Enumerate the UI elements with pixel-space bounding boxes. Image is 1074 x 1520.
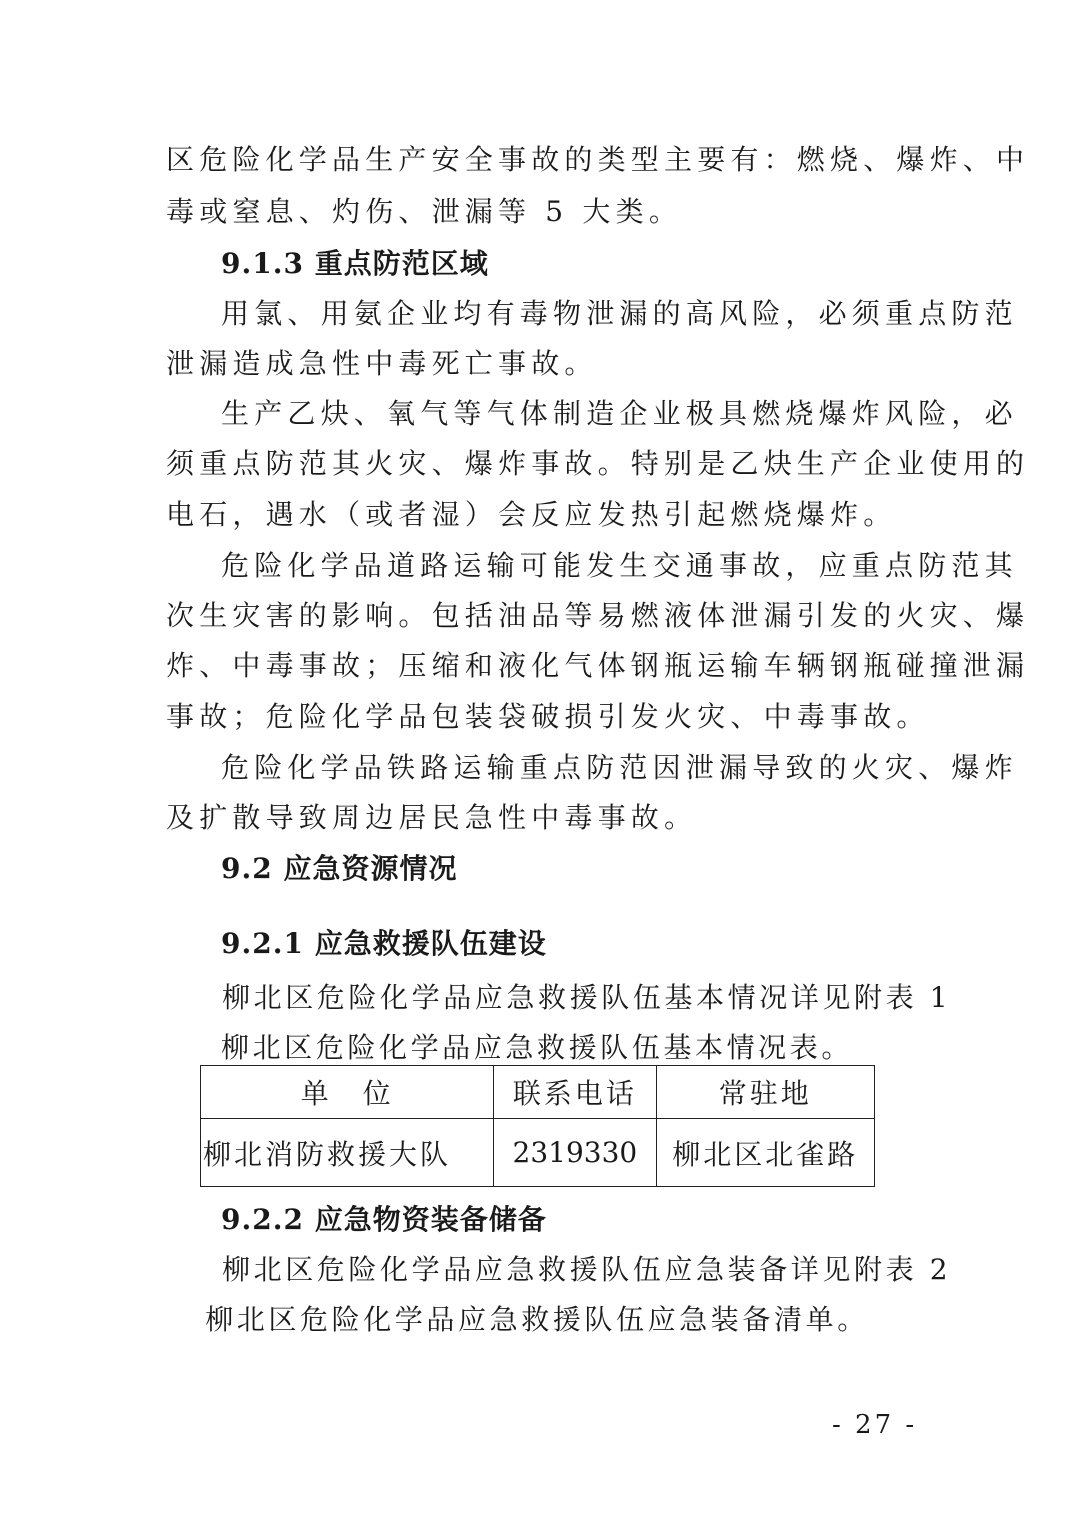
section-heading-9-2-1: 9.2.1 应急救援队伍建设	[221, 927, 547, 960]
paragraph-line: 柳北区危险化学品应急救援队伍基本情况详见附表 1	[222, 981, 952, 1014]
rescue-team-table	[200, 1065, 875, 1187]
paragraph-line: 危险化学品道路运输可能发生交通事故，应重点防范其	[221, 549, 1018, 582]
table-cell: 2319330	[494, 1119, 656, 1187]
section-heading-9-2-2: 9.2.2 应急物资装备储备	[221, 1203, 547, 1236]
paragraph-line: 柳北区危险化学品应急救援队伍基本情况表。	[220, 1031, 853, 1064]
paragraph-line: 用氯、用氨企业均有毒物泄漏的高风险，必须重点防范	[221, 297, 1018, 330]
paragraph-line: 泄漏造成急性中毒死亡事故。	[166, 347, 598, 380]
paragraph-line: 柳北区危险化学品应急救援队伍应急装备详见附表 2	[222, 1253, 952, 1286]
section-heading-9-2: 9.2 应急资源情况	[221, 852, 458, 885]
table-row	[201, 1119, 875, 1187]
paragraph-line: 电石，遇水（或者湿）会反应发热引起燃烧爆炸。	[166, 498, 897, 531]
paragraph-line: 炸、中毒事故；压缩和液化气体钢瓶运输车辆钢瓶碰撞泄漏	[166, 649, 1030, 682]
table-header-cell: 常驻地	[656, 1066, 874, 1119]
section-heading-9-1-3: 9.1.3 重点防范区域	[221, 247, 489, 280]
paragraph-line: 毒或窒息、灼伤、泄漏等 5 大类。	[166, 195, 683, 228]
table-header-cell: 联系电话	[494, 1066, 656, 1119]
paragraph-line: 区危险化学品生产安全事故的类型主要有：燃烧、爆炸、中	[166, 143, 1030, 176]
table-header-row	[201, 1066, 875, 1119]
table-cell: 柳北消防救援大队	[201, 1119, 494, 1187]
paragraph-line: 事故；危险化学品包装袋破损引发火灾、中毒事故。	[166, 700, 930, 733]
paragraph-line: 须重点防范其火灾、爆炸事故。特别是乙炔生产企业使用的	[166, 447, 1030, 480]
paragraph-line: 次生灾害的影响。包括油品等易燃液体泄漏引发的火灾、爆	[166, 599, 1030, 632]
paragraph-line: 危险化学品铁路运输重点防范因泄漏导致的火灾、爆炸	[221, 751, 1018, 784]
table-cell: 柳北区北雀路	[656, 1119, 874, 1187]
paragraph-line: 生产乙炔、氧气等气体制造企业极具燃烧爆炸风险，必	[221, 397, 1018, 430]
paragraph-line: 及扩散导致周边居民急性中毒事故。	[166, 801, 698, 834]
paragraph-line: 柳北区危险化学品应急救援队伍应急装备清单。	[205, 1303, 869, 1336]
table-header-cell: 单 位	[201, 1066, 494, 1119]
page-number: - 27 -	[832, 1410, 918, 1440]
